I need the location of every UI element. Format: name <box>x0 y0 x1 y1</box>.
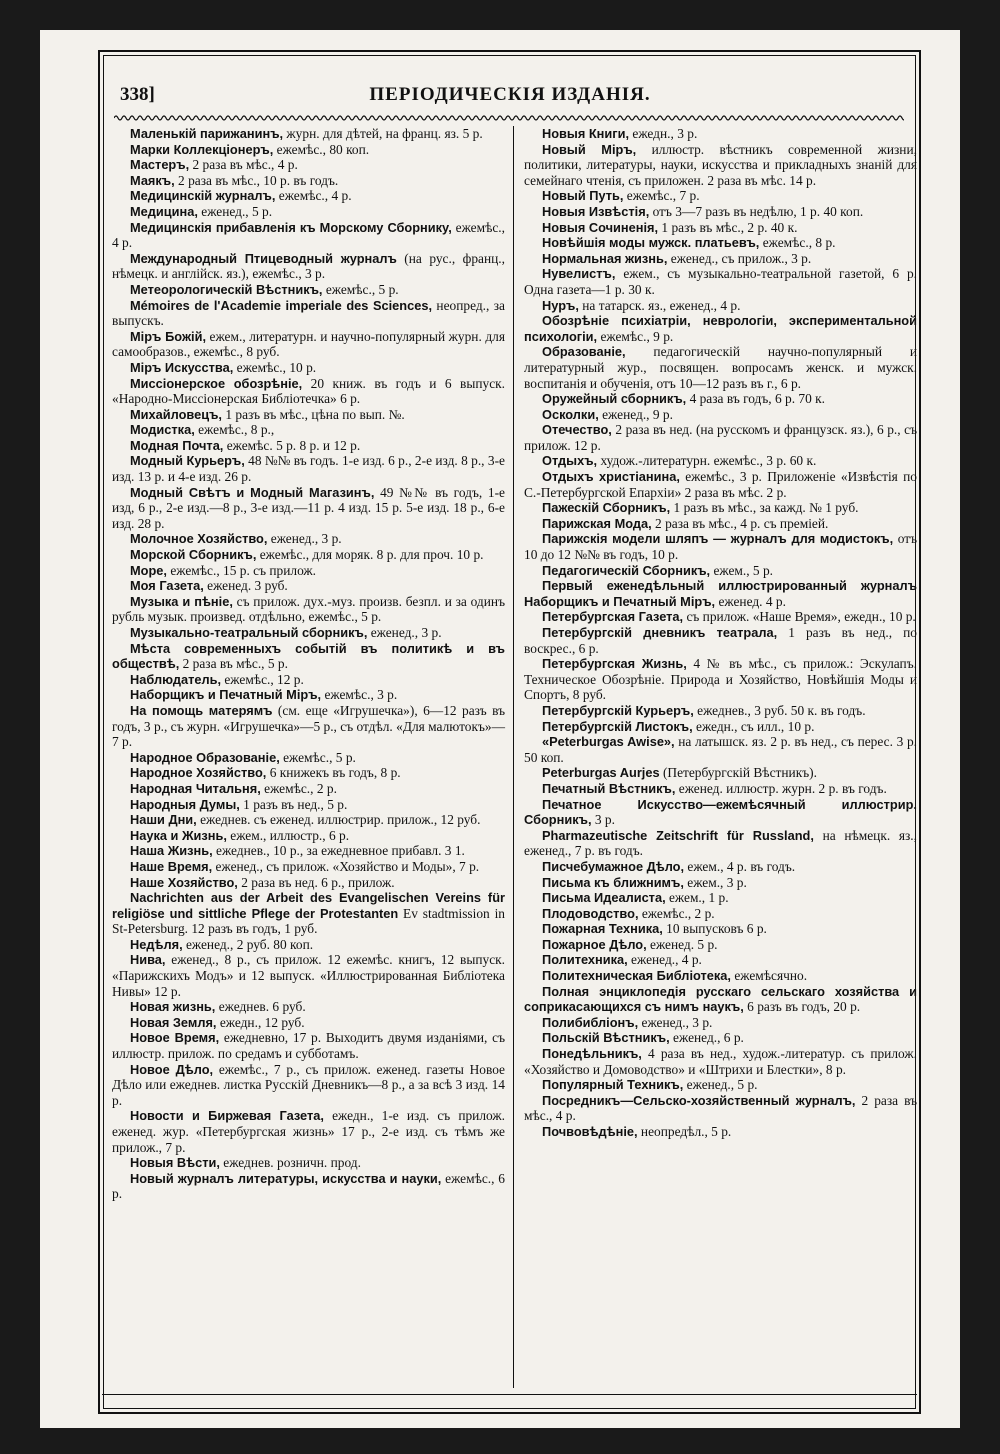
listing-entry <box>112 376 505 407</box>
periodical-details: ежем., 3 р. <box>683 874 747 890</box>
periodical-name: Первый еженедѣльный иллюстрированный журналъ Наборщикъ и Печатный Міръ, <box>524 578 917 609</box>
listing-entry <box>524 797 917 828</box>
listing-entry <box>112 890 505 937</box>
listing-entry <box>524 1030 917 1046</box>
periodical-name: Парижская Мода, <box>542 515 652 531</box>
listing-entry <box>112 547 505 563</box>
periodical-name: Образованіе, <box>542 344 626 360</box>
periodical-details: ежемѣс., 8 р. <box>759 235 836 251</box>
page-number: 338] <box>120 84 155 105</box>
periodical-name: Наборщикъ и Печатный Міръ, <box>130 687 322 703</box>
listing-entry <box>112 1030 505 1061</box>
periodical-name: Полибибліонъ, <box>542 1014 639 1030</box>
periodical-details: еженед., 5 р. <box>197 203 273 219</box>
listing-entry <box>524 578 917 609</box>
periodical-name: Море, <box>130 562 167 578</box>
periodical-name: Новая жизнь, <box>130 999 216 1015</box>
listing-entry <box>524 625 917 656</box>
page-frame <box>98 50 921 1414</box>
periodical-name: На помощь матерямъ <box>130 702 273 718</box>
periodical-name: Обозрѣніе психіатріи, неврологіи, экспериментальной психологіи, <box>524 313 917 344</box>
listing-entry <box>524 921 917 937</box>
listing-entry <box>524 765 917 781</box>
periodical-name: Молочное Хозяйство, <box>130 531 268 547</box>
periodical-details: 10 выпусковъ 6 р. <box>662 921 767 937</box>
page-header <box>120 84 900 110</box>
periodical-details: ежемѣс., 5 р. <box>322 281 399 297</box>
periodical-name: Маякъ, <box>130 172 175 188</box>
periodical-name: Метеорологическій Вѣстникъ, <box>130 281 323 297</box>
page-sheet <box>40 30 960 1428</box>
periodical-name: Политехника, <box>542 952 628 968</box>
periodical-name: Печатный Вѣстникъ, <box>542 780 676 796</box>
periodical-details: еженед., 6 р. <box>669 1030 744 1046</box>
periodical-details: еженед., съ прилож., 3 р. <box>667 250 812 266</box>
listing-entry <box>112 157 505 173</box>
listing-entry <box>112 672 505 688</box>
periodical-name: Польскій Вѣстникъ, <box>542 1030 670 1046</box>
periodical-name: Посредникъ—Сельско-хозяйственный журналъ, <box>542 1092 856 1108</box>
periodical-details: еженед., 3 р. <box>267 531 342 547</box>
periodical-name: Наше Хозяйство, <box>130 874 238 890</box>
periodical-details: ежем., 5 р. <box>710 562 774 578</box>
periodical-name: Популярный Техникъ, <box>542 1077 684 1093</box>
periodical-name: Марки Коллекціонеръ, <box>130 141 274 157</box>
periodical-details: отъ 10 до 12 №№ въ годъ, 10 р. <box>524 531 917 563</box>
periodical-details: 1 разъ въ мѣс., за кажд. № 1 руб. <box>670 500 859 516</box>
listing-entry <box>112 422 505 438</box>
periodical-name: Писчебумажное Дѣло, <box>542 858 685 874</box>
periodical-details: съ прилож. «Наше Время», ежедн., 10 р. <box>683 609 916 625</box>
periodical-details: ежедневно, 17 р. Выходитъ двумя изданіями, съ иллюстр. прилож. по средамъ и субботамъ. <box>112 1030 505 1062</box>
periodical-name: Медицинскія прибавленія къ Морскому Сборнику, <box>130 219 452 235</box>
periodical-details: ежем., литературн. и научно-популярный журн. для самообразов., ежемѣс., 8 руб. <box>112 328 505 360</box>
periodical-name: Политехническая Библіотека, <box>542 968 731 984</box>
periodical-details: ежемѣс., 15 р. съ прилож. <box>166 562 317 578</box>
periodical-details: еженед. 3 руб. <box>203 578 288 594</box>
listing-entry <box>112 453 505 484</box>
periodical-details: еженед. 4 р. <box>715 593 786 609</box>
periodical-name: Петербургская Жизнь, <box>542 656 687 672</box>
periodical-name: Нормальная жизнь, <box>542 250 668 266</box>
periodical-name: Медицина, <box>130 203 198 219</box>
periodical-name: Наше Время, <box>130 858 213 874</box>
periodical-name: Новый журналъ литературы, искусства и науки, <box>130 1170 442 1186</box>
listing-entry <box>112 1108 505 1155</box>
periodical-name: Маленькій парижанинъ, <box>130 126 284 141</box>
listing-entry <box>112 220 505 251</box>
periodical-details: ежемѣс., 7 р. <box>623 188 700 204</box>
listing-entry <box>524 1077 917 1093</box>
periodical-details: еженед., 9 р. <box>598 406 673 422</box>
right-column <box>524 126 917 1140</box>
periodical-details: ежем., 4 р. въ годъ. <box>684 858 796 874</box>
periodical-details: еженед., 3 р. <box>367 625 442 640</box>
periodical-name: Peterburgas Aurjes <box>542 765 660 781</box>
periodical-details: 2 раза въ нед. (на русскомъ и французск. яз.), 6 р., съ прилож. 12 р. <box>524 422 917 453</box>
periodical-name: Педагогическій Сборникъ, <box>542 562 711 578</box>
listing-entry <box>524 235 917 251</box>
periodical-name: Петербургскій дневникъ театрала, <box>542 625 778 640</box>
periodical-name: Парижскія модели шляпъ — журналъ для модистокъ, <box>542 531 894 547</box>
listing-entry <box>524 1046 917 1077</box>
periodical-name: Морской Сборникъ, <box>130 547 257 563</box>
periodical-details: еженед. иллюстр. журн. 2 р. въ годъ. <box>675 780 887 796</box>
periodical-details: 49 №№ въ годъ, 1-е изд, 6 р., 2-е изд.—8 р., 3-е изд.—11 р. 4 изд. 15 р. 5-е изд. 18 р., 6-е изд. 28 р. <box>112 484 506 531</box>
listing-entry <box>524 1093 917 1124</box>
periodical-name: Нувелистъ, <box>542 266 616 282</box>
periodical-details: 2 раза въ мѣс., 4 р. съ преміей. <box>651 515 829 531</box>
periodical-name: Недѣля, <box>130 936 183 952</box>
periodical-name: Петербургскій Курьеръ, <box>542 702 694 718</box>
listing-entry <box>524 469 917 500</box>
listing-entry <box>524 142 917 189</box>
listing-entry <box>112 703 505 750</box>
periodical-details: иллюстр. вѣстникъ современной жизни, политики, литературы, науки, искусства и прикладныхъ знаній для семейнаго чтенія, съ приложен. 2 раза въ мѣс. 14 р. <box>524 141 917 188</box>
listing-entry <box>112 625 505 641</box>
periodical-details: 2 раза въ мѣс., 10 р. въ годъ. <box>174 172 339 188</box>
periodical-details: ежеднев., 3 руб. 50 к. въ годъ. <box>693 702 866 718</box>
listing-entry <box>524 298 917 314</box>
listing-entry <box>112 594 505 625</box>
periodical-name: Письма къ ближнимъ, <box>542 874 684 890</box>
periodical-details: (на рус., франц., нѣмецк. и англійск. яз.), ежемѣс., 3 р. <box>112 250 505 282</box>
periodical-details: ежемѣс., для моряк. 8 р. для проч. 10 р. <box>256 547 484 563</box>
listing-entry <box>112 142 505 158</box>
listing-entry <box>112 329 505 360</box>
periodical-name: Медицинскій журналъ, <box>130 188 276 204</box>
listing-entry <box>112 251 505 282</box>
periodical-name: Pharmazeutische Zeitschrift für Russland, <box>542 827 814 843</box>
periodical-details: ежедн., 12 руб. <box>216 1014 305 1030</box>
periodical-name: Понедѣльникъ, <box>542 1046 642 1062</box>
listing-entry <box>112 1171 505 1202</box>
periodical-name: Модный Свѣтъ и Модный Магазинъ, <box>130 484 375 500</box>
periodical-name: Наука и Жизнь, <box>130 827 227 843</box>
listing-entry <box>112 438 505 454</box>
listing-entry <box>112 126 505 142</box>
listing-entry <box>112 204 505 220</box>
periodical-name: Новости и Биржевая Газета, <box>130 1108 324 1124</box>
periodical-details: ежемѣс., 12 р. <box>221 671 304 687</box>
listing-entry <box>524 391 917 407</box>
periodical-name: Осколки, <box>542 406 599 422</box>
listing-entry <box>524 656 917 703</box>
periodical-name: Нуръ, <box>542 297 579 313</box>
periodical-details: съ прилож. дух.-муз. произв. безпл. и за одинъ рубль музык. произвед. отдѣльно, ежемѣс., 5 р. <box>112 593 506 625</box>
listing-entry <box>524 266 917 297</box>
listing-entry <box>524 890 917 906</box>
periodical-name: Модная Почта, <box>130 437 224 453</box>
periodical-details: неопред., за выпускъ. <box>112 297 505 329</box>
listing-entry <box>524 516 917 532</box>
periodical-details: ежеднев. розничн. прод. <box>219 1155 361 1171</box>
periodical-details: 2 раза въ мѣс., 4 р. <box>524 1092 917 1124</box>
periodical-details: еженед., 8 р., съ прилож. 12 ежемѣс. книгъ, 12 выпуск. «Парижскихъ Модъ» и 12 выпуск. «Иллюстрированная Библіотека Нивы» 12 р. <box>112 952 505 999</box>
periodical-details: ежеднев. 6 руб. <box>215 999 306 1015</box>
listing-entry <box>112 797 505 813</box>
listing-entry <box>112 173 505 189</box>
periodical-name: Отдыхъ, <box>542 453 598 469</box>
periodical-details: еженед., 2 руб. 80 коп. <box>182 936 314 952</box>
periodical-name: Народная Читальня, <box>130 780 261 796</box>
periodical-name: Плодоводство, <box>542 905 639 921</box>
periodical-details: ежемѣс., 2 р. <box>638 905 715 921</box>
periodical-name: Музыкально-театральный сборникъ, <box>130 625 368 640</box>
listing-entry <box>112 999 505 1015</box>
periodical-details: 4 № въ мѣс., съ прилож.: Эскулапъ. Техническое Обозрѣніе. Природа и Хозяйство, Новѣйшія Моды и Спортъ, 8 руб. <box>524 656 917 703</box>
periodical-details: на татарск. яз., еженед., 4 р. <box>578 297 741 313</box>
listing-entry <box>524 251 917 267</box>
periodical-details: на латышск. яз. 2 р. въ нед., съ перес. 3 р. 50 коп. <box>524 734 917 765</box>
periodical-name: Печатное Искусство—ежемѣсячный иллюстрир. Сборникъ, <box>524 796 917 828</box>
periodical-details: ежемѣс., 6 р. <box>112 1170 505 1202</box>
listing-entry <box>112 843 505 859</box>
periodical-details: ежемѣс. 5 р. 8 р. и 12 р. <box>223 437 361 453</box>
listing-entry <box>524 906 917 922</box>
periodical-details: ежем., иллюстр., 6 р. <box>226 827 350 843</box>
periodical-name: Новыя Книги, <box>542 126 630 141</box>
listing-entry <box>524 875 917 891</box>
periodical-details: ежеднев., 10 р., за ежедневное прибавл. 3 1. <box>212 843 465 859</box>
periodical-name: Пажескій Сборникъ, <box>542 500 671 516</box>
periodical-details: 6 книжекъ въ годъ, 8 р. <box>266 765 401 781</box>
wavy-divider <box>114 114 904 122</box>
periodical-details: ежедн., съ илл., 10 р. <box>692 718 815 734</box>
listing-entry <box>524 220 917 236</box>
listing-entry <box>524 781 917 797</box>
periodical-details: (см. еще «Игрушечка»), 6—12 разъ въ годъ, 3 р., съ журн. «Игрушечка»—5 р., съ отдѣл. «Для малютокъ»—7 р. <box>112 702 505 750</box>
listing-entry <box>112 531 505 547</box>
periodical-name: Новыя Извѣстія, <box>542 203 650 219</box>
periodical-details: 6 разъ въ годъ, 20 р. <box>743 999 861 1015</box>
periodical-details: неопредѣл., 5 р. <box>637 1124 732 1139</box>
periodical-details: еженед., съ прилож. «Хозяйство и Моды», 7 р. <box>212 858 480 874</box>
listing-entry <box>112 875 505 891</box>
periodical-name: Мѣста современныхъ событій въ политикѣ и въ обществѣ, <box>112 640 505 672</box>
listing-entry <box>524 734 917 765</box>
page-title: ПЕРІОДИЧЕСКІЯ ИЗДАНІЯ. <box>369 84 651 105</box>
periodical-details: 3 р. <box>591 812 615 828</box>
listing-entry <box>112 750 505 766</box>
left-column <box>112 126 505 1202</box>
listing-entry <box>524 828 917 859</box>
periodical-name: Новый Путь, <box>542 188 624 204</box>
periodical-name: Міръ Божій, <box>130 328 206 344</box>
periodical-details: 4 раза въ годъ, 6 р. 70 к. <box>686 391 826 407</box>
periodical-name: Новѣйшія моды мужск. платьевъ, <box>542 235 760 251</box>
periodical-details: ежемѣс., 5 р. <box>279 749 356 765</box>
listing-entry <box>112 360 505 376</box>
periodical-details: 2 раза въ мѣс., 4 р. <box>189 157 298 173</box>
listing-entry <box>524 968 917 984</box>
periodical-details: 1 разъ въ нед., по воскрес., 6 р. <box>524 625 918 656</box>
listing-entry <box>112 781 505 797</box>
periodical-name: Музыка и пѣніе, <box>130 593 233 609</box>
listing-entry <box>524 719 917 735</box>
periodical-details: ежемѣс., 10 р. <box>233 359 317 375</box>
periodical-details: худож.-литературн. ежемѣс., 3 р. 60 к. <box>597 453 817 469</box>
periodical-name: Пожарное Дѣло, <box>542 936 647 952</box>
listing-entry <box>112 812 505 828</box>
periodical-name: Народныя Думы, <box>130 796 240 812</box>
periodical-name: Новый Міръ, <box>542 141 637 157</box>
periodical-details: ежеднев. съ еженед. иллюстрир. прилож., 12 руб. <box>196 812 481 828</box>
periodical-name: Миссіонерское обозрѣніе, <box>130 375 303 391</box>
periodical-name: Nachrichten aus der Arbeit des Evangelischen Vereins für religiöse und sittliche Pflege der Protestanten <box>112 890 505 921</box>
listing-entry <box>524 422 917 453</box>
listing-entry <box>524 1015 917 1031</box>
listing-entry <box>112 828 505 844</box>
listing-entry <box>524 952 917 968</box>
periodical-name: Модистка, <box>130 422 195 438</box>
periodical-details: ежем., съ музыкально-театральной газетой, 6 р. Одна газета—1 р. 30 к. <box>524 266 917 297</box>
periodical-details: ежемѣс., 80 коп. <box>273 141 370 157</box>
listing-entry <box>524 204 917 220</box>
periodical-details: Ev stadtmission in St-Petersburg. 12 разъ въ годъ, 1 руб. <box>112 905 505 937</box>
periodical-details: ежедн., 3 р. <box>629 126 698 141</box>
column-divider <box>513 126 514 1388</box>
listing-entry <box>524 407 917 423</box>
listing-entry <box>524 531 917 562</box>
periodical-details: ежемѣс., 4 р. <box>112 219 505 251</box>
periodical-details: 1 разъ въ нед., 5 р. <box>239 796 348 812</box>
periodical-details: ежемѣсячно. <box>730 968 808 984</box>
periodical-details: 2 раза въ нед. 6 р., прилож. <box>237 874 395 890</box>
periodical-name: Народное Хозяйство, <box>130 765 267 781</box>
periodical-name: Письма Идеалиста, <box>542 890 666 906</box>
periodical-name: Моя Газета, <box>130 578 204 594</box>
periodical-name: Отечество, <box>542 422 612 438</box>
periodical-name: Міръ Искусства, <box>130 359 234 375</box>
periodical-details: 48 №№ въ годъ. 1-е изд. 6 р., 2-е изд. 8 р., 3-е изд. 13 р. и 4-е изд. 26 р. <box>112 453 505 485</box>
listing-entry <box>112 563 505 579</box>
periodical-name: Петербургскій Листокъ, <box>542 718 693 734</box>
periodical-details: еженед. 5 р. <box>646 936 718 952</box>
periodical-details: 20 книж. въ годъ и 6 выпуск. «Народно-Миссіонерская Библіотечка» 6 р. <box>112 375 505 407</box>
periodical-name: Полная энциклопедія русскаго сельскаго хозяйства и соприкасающихся съ нимъ наукъ, <box>524 983 917 1015</box>
periodical-name: Новое Дѣло, <box>130 1061 214 1077</box>
periodical-details: ежем., 1 р. <box>665 890 729 906</box>
periodical-details: 2 раза въ мѣс., 5 р. <box>179 656 288 672</box>
listing-entry <box>112 485 505 532</box>
periodical-details: ежемѣс., 9 р. <box>597 328 674 344</box>
periodical-details: 1 разъ въ мѣс., цѣна по вып. №. <box>221 406 405 422</box>
listing-entry <box>524 563 917 579</box>
periodical-details: 4 раза въ нед., худож.-литератур. съ прилож. «Хозяйство и Домоводство» и «Штрихи и Блестки», 8 р. <box>524 1046 917 1077</box>
periodical-name: Mémoires de l'Academie imperiale des Sciences, <box>130 297 433 313</box>
periodical-name: Оружейный сборникъ, <box>542 391 687 407</box>
periodical-name: Новыя Сочиненія, <box>542 219 659 235</box>
periodical-name: Петербургская Газета, <box>542 609 684 625</box>
periodical-name: Михайловецъ, <box>130 406 222 422</box>
listing-entry <box>112 641 505 672</box>
periodical-details: ежемѣс., 7 р., съ прилож. еженед. газеты Новое Дѣло или ежеднев. листка Русскій Дневникъ—8 р., а за всѣ 3 изд. 14 р. <box>112 1061 505 1108</box>
bottom-rule <box>102 1394 917 1395</box>
listing-entry <box>524 937 917 953</box>
periodical-name: Международный Птицеводный журналъ <box>130 250 397 266</box>
periodical-details: еженед., 3 р. <box>638 1014 713 1030</box>
periodical-details: на нѣмецк. яз., еженед., 7 р. въ годъ. <box>524 827 917 859</box>
periodical-name: Новая Земля, <box>130 1014 217 1030</box>
periodical-name: «Peterburgas Awise», <box>542 734 675 750</box>
listing-entry <box>524 188 917 204</box>
listing-entry <box>112 1015 505 1031</box>
periodical-details: ежемѣс., 8 р., <box>194 422 275 438</box>
listing-entry <box>112 282 505 298</box>
periodical-details: педагогическій научно-популярный и литературный жур., посвящен. вопросамъ женск. и мужск. воспитанія и обученія, отъ 10—12 разъ въ г., 6 р. <box>524 344 917 391</box>
listing-entry <box>524 453 917 469</box>
periodical-details: журн. для дѣтей, на франц. яз. 5 р. <box>283 126 483 141</box>
periodical-name: Наблюдатель, <box>130 671 222 687</box>
listing-entry <box>524 500 917 516</box>
periodical-name: Почвовѣдѣніе, <box>542 1124 638 1139</box>
listing-entry <box>112 937 505 953</box>
periodical-name: Народное Образованіе, <box>130 749 280 765</box>
periodical-details: ежемѣс., 3 р. <box>321 687 398 703</box>
periodical-name: Новое Время, <box>130 1030 220 1046</box>
listing-entry <box>524 313 917 344</box>
listing-entry <box>112 1062 505 1109</box>
periodical-details: еженед., 5 р. <box>683 1077 758 1093</box>
periodical-name: Пожарная Техника, <box>542 921 663 937</box>
periodical-name: Наши Дни, <box>130 812 197 828</box>
periodical-name: Наша Жизнь, <box>130 843 213 859</box>
periodical-details: 1 разъ въ мѣс., 2 р. 40 к. <box>658 219 798 235</box>
listing-entry <box>524 984 917 1015</box>
listing-entry <box>112 188 505 204</box>
periodical-details: еженед., 4 р. <box>627 952 702 968</box>
listing-entry <box>524 126 917 142</box>
periodical-details: (Петербургскій Вѣстникъ). <box>659 765 817 781</box>
listing-entry <box>112 687 505 703</box>
listing-entry <box>112 298 505 329</box>
listing-entry <box>524 344 917 391</box>
periodical-details: ежемѣс., 3 р. Приложеніе «Извѣстія по С.-Петербургской Епархіи» 2 раза въ мѣс. 2 р. <box>524 469 917 500</box>
listing-entry <box>524 1124 917 1140</box>
listing-entry <box>524 859 917 875</box>
listing-entry <box>112 1155 505 1171</box>
periodical-name: Новыя Вѣсти, <box>130 1155 220 1171</box>
periodical-details: ежемѣс., 2 р. <box>260 780 337 796</box>
listing-entry <box>112 407 505 423</box>
periodical-name: Мастеръ, <box>130 157 190 173</box>
listing-entry <box>112 952 505 999</box>
periodical-name: Нива, <box>130 952 166 968</box>
listing-entry <box>524 609 917 625</box>
periodical-details: отъ 3—7 разъ въ недѣлю, 1 р. 40 коп. <box>649 203 864 219</box>
periodical-name: Модный Курьеръ, <box>130 453 245 469</box>
listing-entry <box>112 859 505 875</box>
periodical-details: ежедн., 1-е изд. съ прилож. еженед. жур. «Петербургская жизнь» 17 р., 2-е изд. съ тѣмъ же прилож., 7 р. <box>112 1108 505 1155</box>
periodical-name: Отдыхъ христіанина, <box>542 469 680 485</box>
listing-entry <box>112 578 505 594</box>
listing-entry <box>524 703 917 719</box>
listing-entry <box>112 765 505 781</box>
periodical-details: ежемѣс., 4 р. <box>275 188 352 204</box>
